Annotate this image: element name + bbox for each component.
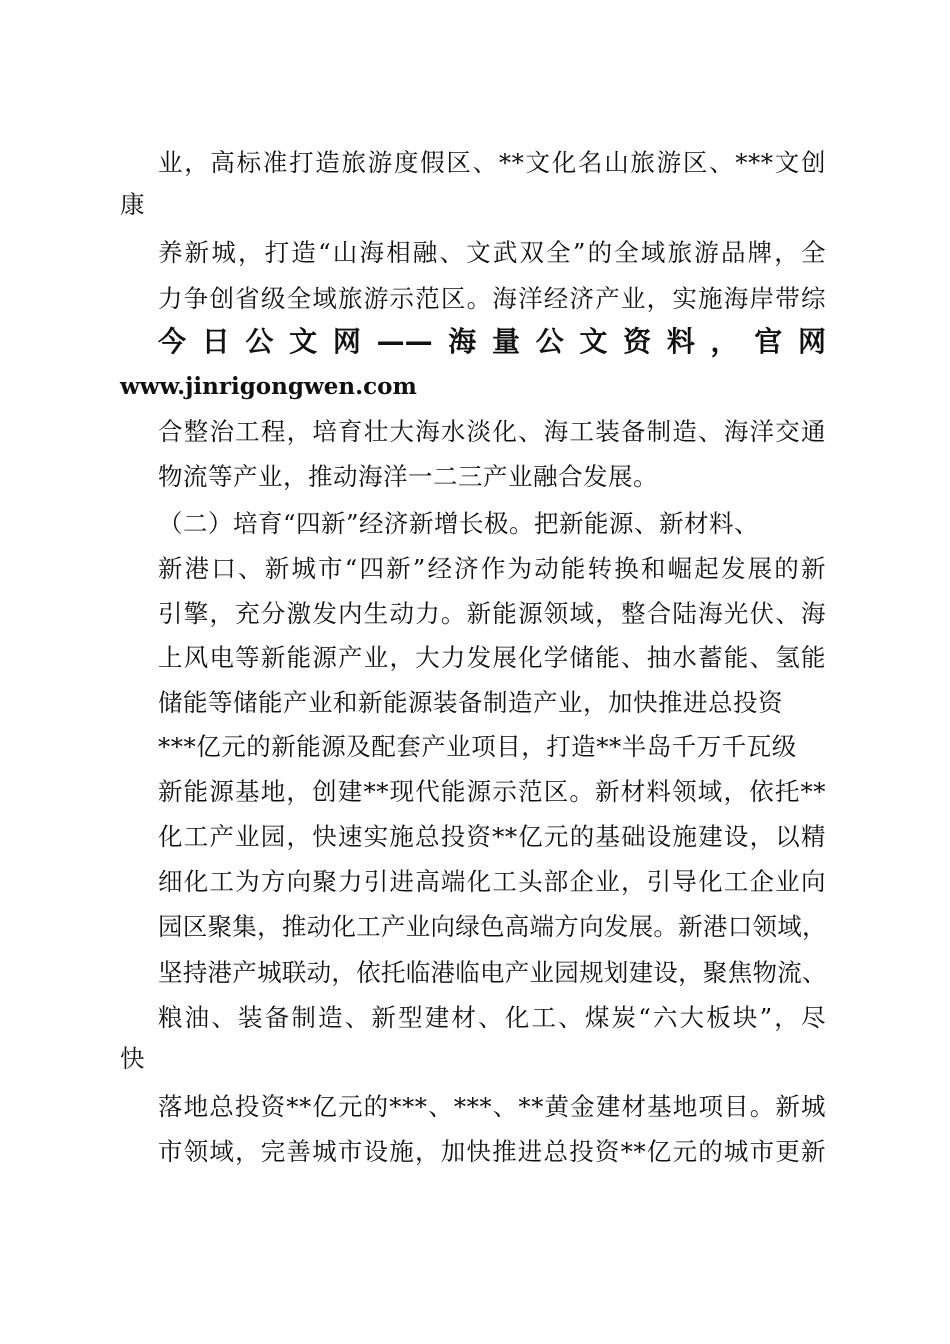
body-line-10: 上风电等新能源产业，大力发展化学储能、抽水蓄能、氢能 <box>158 643 826 672</box>
body-line-11: 储能等储能产业和新能源装备制造产业，加快推进总投资 <box>158 688 783 717</box>
body-line-3: 养新城，打造“山海相融、文武双全”的全域旅游品牌，全 <box>158 238 826 267</box>
body-line-20: 落地总投资**亿元的***、***、**黄金建材基地项目。新城 <box>158 1092 826 1121</box>
section-heading-line: （二）培育“四新”经济新增长极。把新能源、新材料、 <box>158 509 760 538</box>
body-line-17: 坚持港产城联动，依托临港临电产业园规划建设，聚焦物流、 <box>158 958 826 987</box>
watermark-title: 今日公文网——海量公文资料，官网 <box>158 325 826 358</box>
body-line-2: 康 <box>120 190 145 219</box>
body-line-18: 粮油、装备制造、新型建材、化工、煤炭“六大板块”，尽 <box>158 1003 826 1032</box>
watermark-url: www.jinrigongwen.com <box>120 373 417 400</box>
body-line-16: 园区聚集，推动化工产业向绿色高端方向发展。新港口领域， <box>158 912 826 941</box>
body-line-8: 新港口、新城市“四新”经济作为动能转换和崛起发展的新 <box>158 554 826 583</box>
body-line-13: 新能源基地，创建**现代能源示范区。新材料领域，依托** <box>158 777 826 806</box>
body-line-6: 物流等产业，推动海洋一二三产业融合发展。 <box>158 462 658 491</box>
body-line-4: 力争创省级全域旅游示范区。海洋经济产业，实施海岸带综 <box>158 284 826 313</box>
body-line-5: 合整治工程，培育壮大海水淡化、海工装备制造、海洋交通 <box>158 417 826 446</box>
body-line-15: 细化工为方向聚力引进高端化工头部企业，引导化工企业向 <box>158 867 826 896</box>
body-line-9: 引擎，充分激发内生动力。新能源领域，整合陆海光伏、海 <box>158 599 826 628</box>
body-line-19: 快 <box>120 1044 145 1073</box>
body-line-1: 业，高标准打造旅游度假区、**文化名山旅游区、***文创 <box>158 148 826 177</box>
body-line-12: ***亿元的新能源及配套产业项目，打造**半岛千万千瓦级 <box>158 732 797 761</box>
body-line-14: 化工产业园，快速实施总投资**亿元的基础设施建设，以精 <box>158 822 826 851</box>
body-line-21: 市领域，完善城市设施，加快推进总投资**亿元的城市更新 <box>158 1137 826 1166</box>
